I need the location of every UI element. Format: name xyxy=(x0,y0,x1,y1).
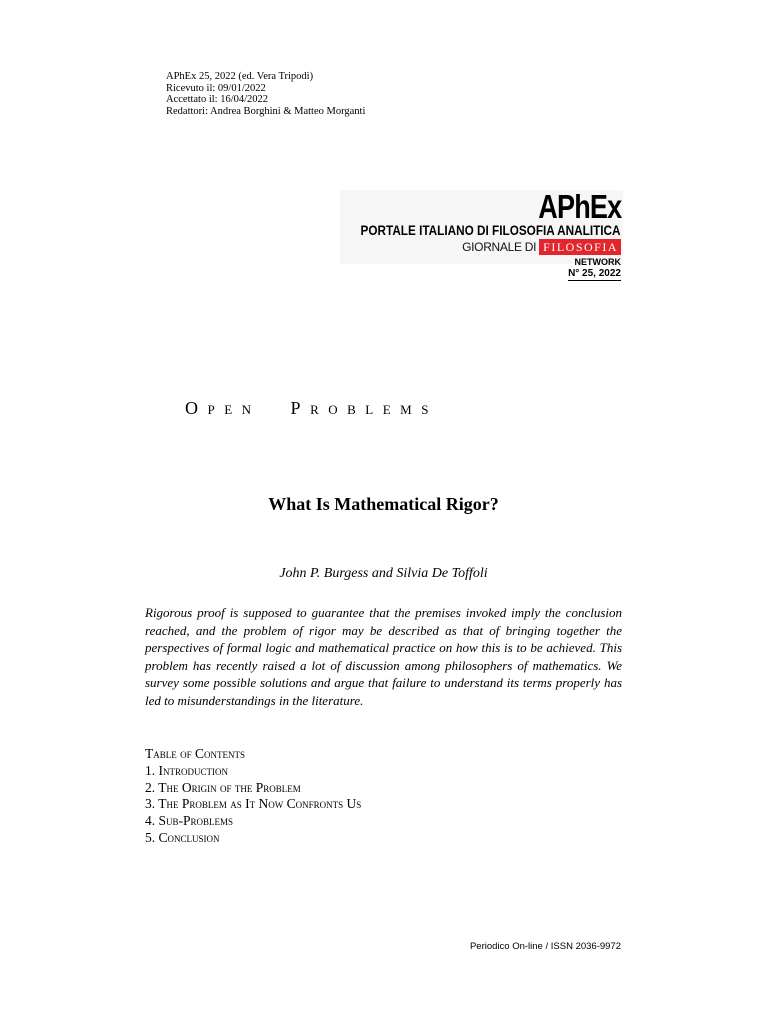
paper-authors: John P. Burgess and Silvia De Toffoli xyxy=(279,566,488,581)
page-footer: Periodico On-line / ISSN 2036-9972 xyxy=(469,941,621,952)
section-title: Open Problems xyxy=(185,398,438,418)
meta-accepted-date: Accettato il: 16/04/2022 xyxy=(166,94,269,105)
aphex-logo xyxy=(340,190,623,286)
toc-item: 5. Conclusion xyxy=(145,829,220,845)
logo-journal-prefix: GIORNALE DI xyxy=(462,240,537,254)
logo-journal-word: FILOSOFIA xyxy=(539,239,621,255)
logo-network: NETWORK xyxy=(574,257,621,267)
toc-item: 2. The Origin of the Problem xyxy=(145,779,301,795)
toc-item: 4. Sub-Problems xyxy=(145,813,234,829)
meta-received-date: Ricevuto il: 09/01/2022 xyxy=(166,82,266,94)
table-of-contents xyxy=(145,746,361,847)
toc-item: 3. The Problem as It Now Confronts Us xyxy=(145,796,362,812)
logo-title: APhEx xyxy=(537,188,621,225)
logo-subtitle: PORTALE ITALIANO DI FILOSOFIA ANALITICA xyxy=(360,222,621,238)
logo-issue-number: N° 25, 2022 xyxy=(568,268,621,279)
meta-journal-issue: APhEx 25, 2022 (ed. Vera Tripodi) xyxy=(166,71,314,82)
toc-heading: Table of Contents xyxy=(145,746,245,761)
toc-item: 1. Introduction xyxy=(145,762,228,778)
paper-abstract: Rigorous proof is supposed to guarantee that the premises invoked imply the conclusion reached, and the problem of rigor may be described as that of bringing together the perspectives of formal logic and mathematical practice on how this is to be achieved. This problem has recently raised a lot of discussion among philosophers of mathematics. We survey some possible solutions and argue that failure to understand its terms properly has led to misunderstandings in the literature. xyxy=(145,605,622,708)
meta-editors: Redattori: Andrea Borghini & Matteo Morganti xyxy=(166,105,366,117)
logo-journal-line xyxy=(462,239,621,255)
header-meta xyxy=(166,71,365,117)
paper-title: What Is Mathematical Rigor? xyxy=(268,494,499,514)
